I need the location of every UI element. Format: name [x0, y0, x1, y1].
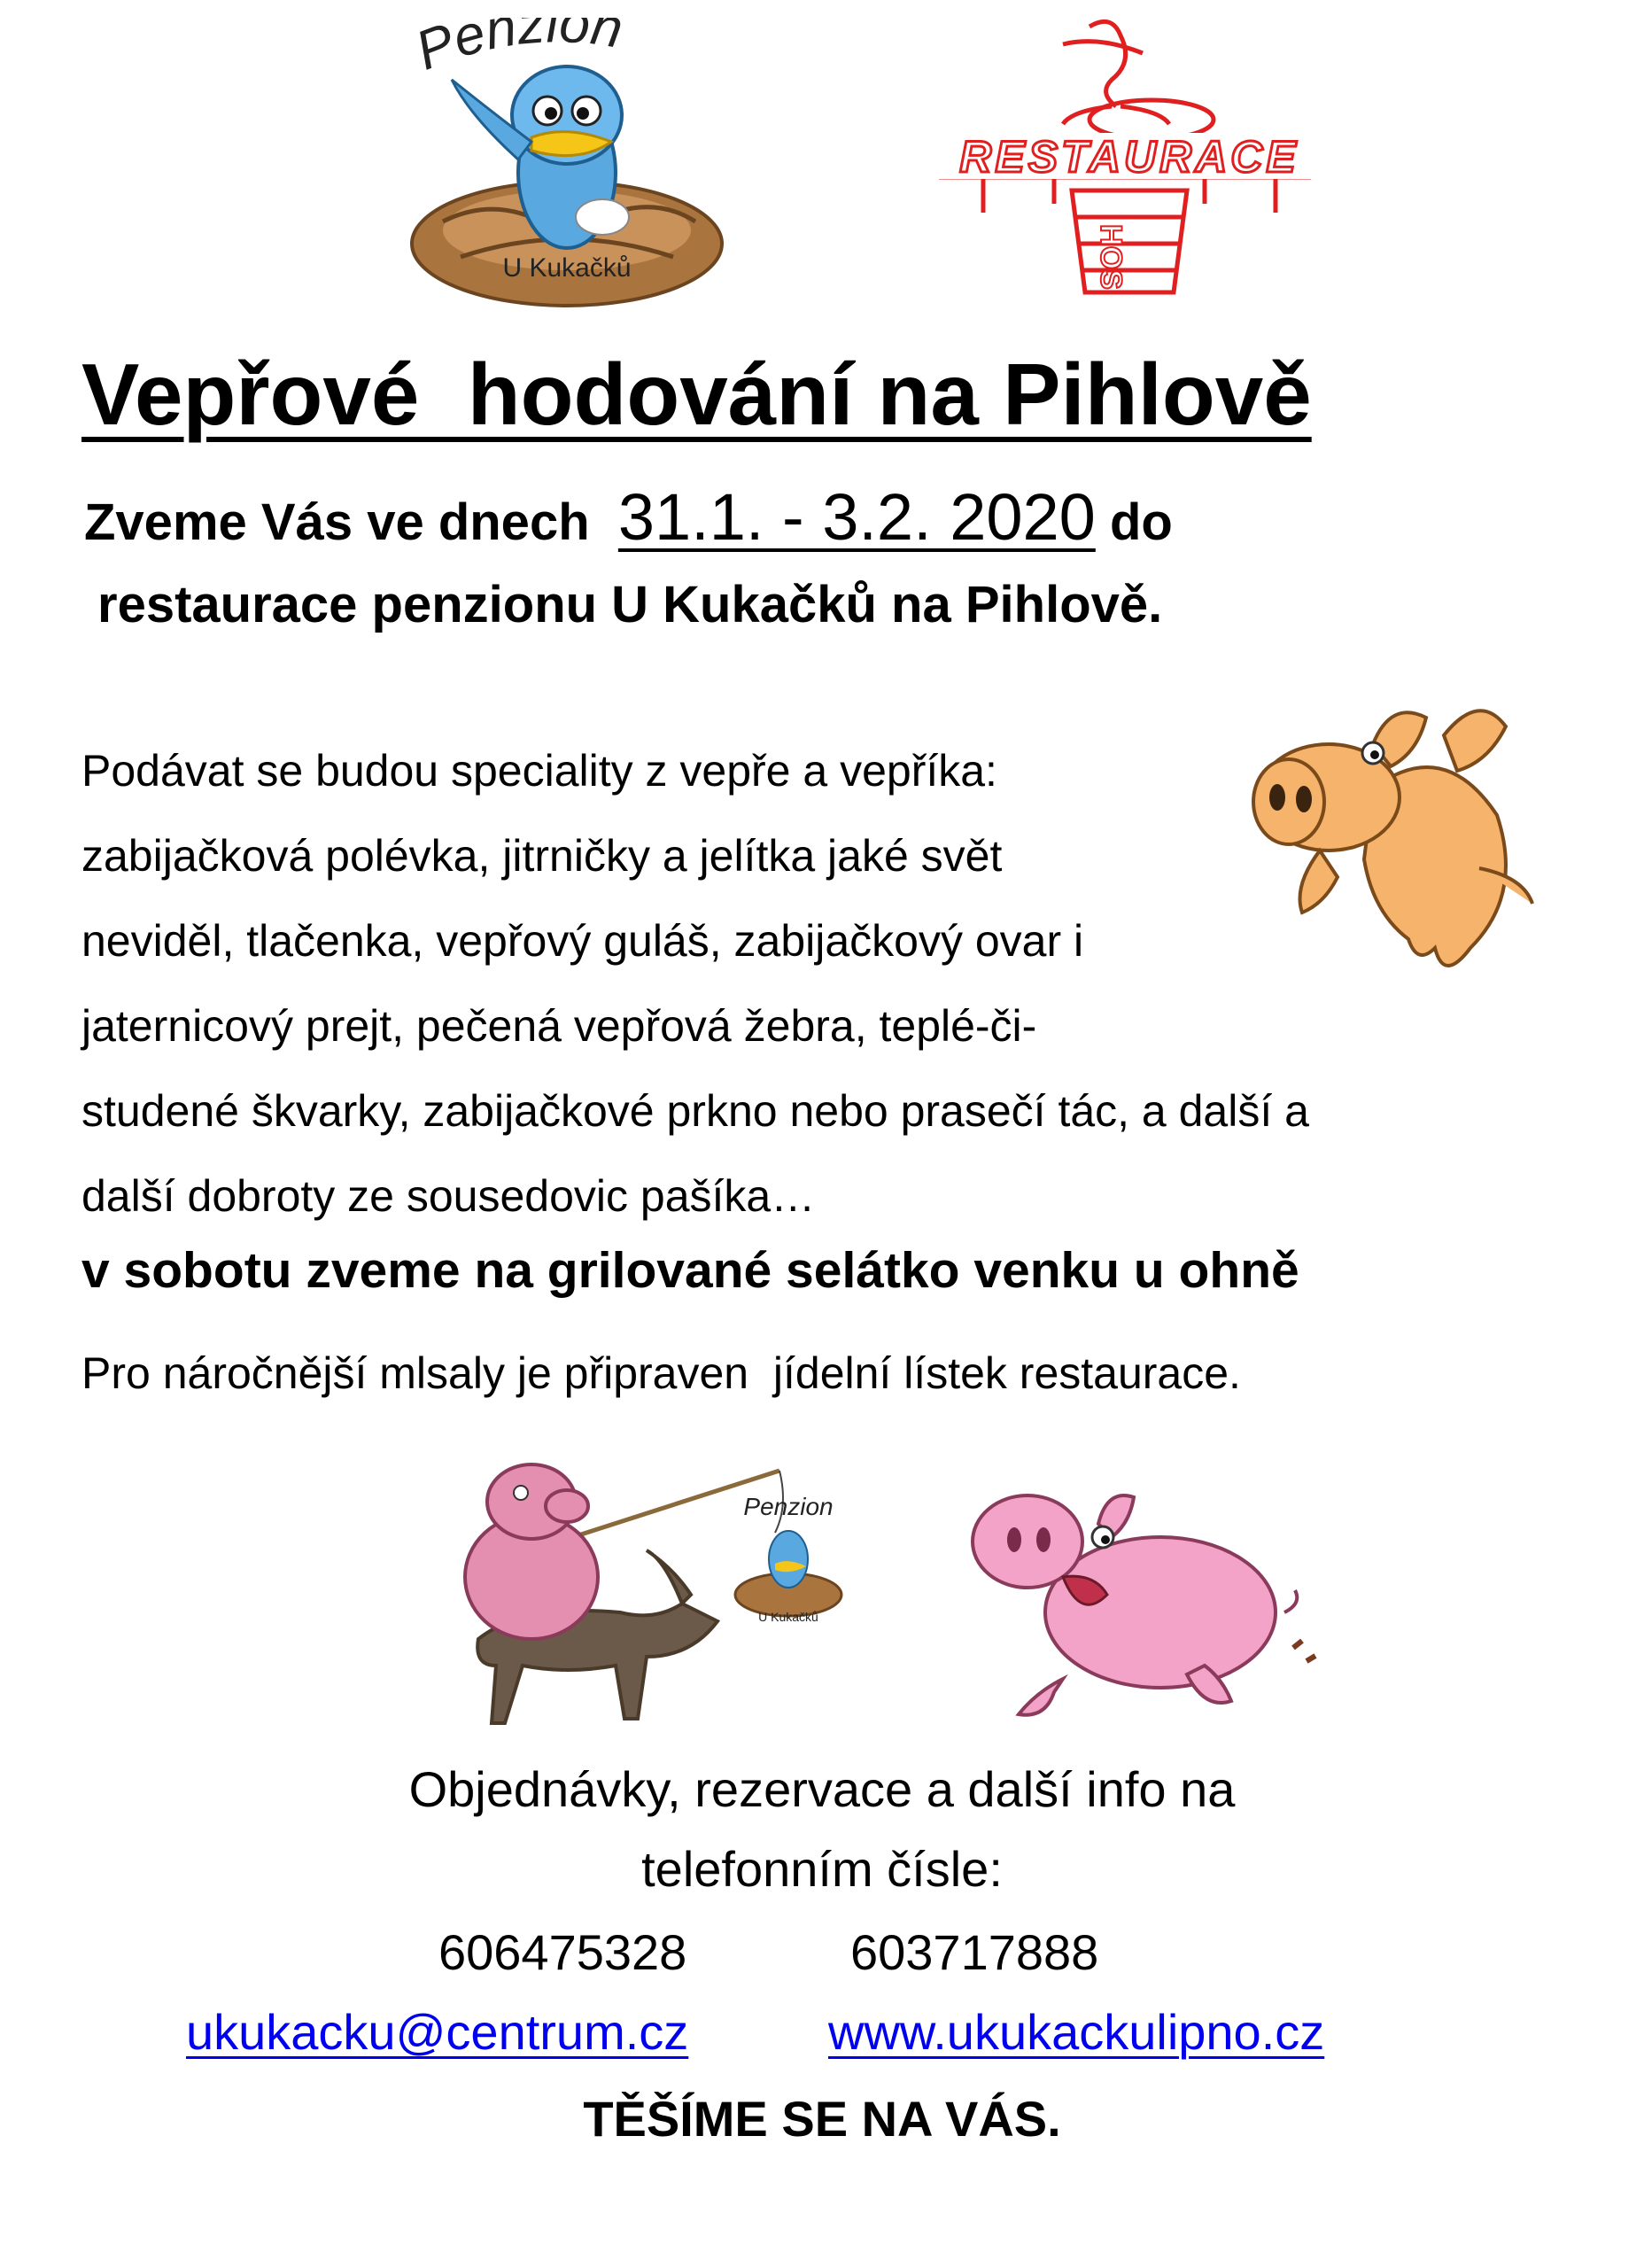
restaurace-logo-text: RESTAURACE: [959, 132, 1299, 182]
contact-line-2: telefonním čísle:: [641, 1841, 1003, 1897]
invitation-line: [84, 478, 1590, 557]
menu-line: studené škvarky, zabijačkové prkno nebo prasečí tác, a další a: [81, 1086, 1309, 1136]
penzion-logo-subtext: U Kukačků: [502, 253, 632, 283]
menu-line: další dobroty ze sousedovic pašíka…: [81, 1171, 816, 1221]
restaurace-logo-sign: HOS: [1094, 224, 1128, 290]
event-dates: 31.1. - 3.2. 2020: [617, 480, 1096, 554]
menu-line: Podávat se budou speciality z vepře a vepříka:: [81, 746, 997, 796]
invitation-prefix: Zveme Vás ve dnech: [84, 493, 618, 551]
pig-riding-donkey-icon: [425, 1453, 886, 1745]
invitation-venue: restaurace penzionu U Kukačků na Pihlově.: [97, 576, 1163, 633]
menu-note: Pro náročnější mlsaly je připraven jídelní lístek restaurace.: [81, 1348, 1241, 1398]
small-penzion-text: Penzion: [743, 1493, 834, 1520]
running-pig-icon: [965, 1471, 1320, 1728]
saturday-invite: v sobotu zveme na grilované selátko venku u ohně: [81, 1242, 1299, 1299]
page-title: Vepřové hodování na Pihlově: [81, 346, 1312, 443]
menu-line: jaternicový prejt, pečená vepřová žebra, teplé-či-: [81, 1001, 1037, 1051]
invitation-suffix: do: [1095, 493, 1173, 551]
penzion-logo: [390, 18, 744, 310]
restaurace-logo: [921, 9, 1338, 310]
small-penzion-subtext: U Kukačků: [758, 1610, 818, 1624]
closing-text: TĚŠÍME SE NA VÁS.: [583, 2091, 1061, 2147]
website-link[interactable]: www.ukukackulipno.cz: [828, 2004, 1325, 2060]
penzion-logo-text: Penzion: [407, 18, 627, 82]
menu-line: neviděl, tlačenka, vepřový guláš, zabijačkový ovar i: [81, 916, 1084, 966]
cartoon-pig-icon: [1240, 682, 1541, 1001]
menu-line: zabijačková polévka, jitrničky a jelítka jaké svět: [81, 831, 1003, 881]
phone-number-2: 603717888: [850, 1924, 1099, 1980]
phone-number-1: 606475328: [438, 1924, 687, 1980]
contact-line-1: Objednávky, rezervace a další info na: [408, 1761, 1236, 1817]
email-link[interactable]: ukukacku@centrum.cz: [186, 2004, 689, 2060]
